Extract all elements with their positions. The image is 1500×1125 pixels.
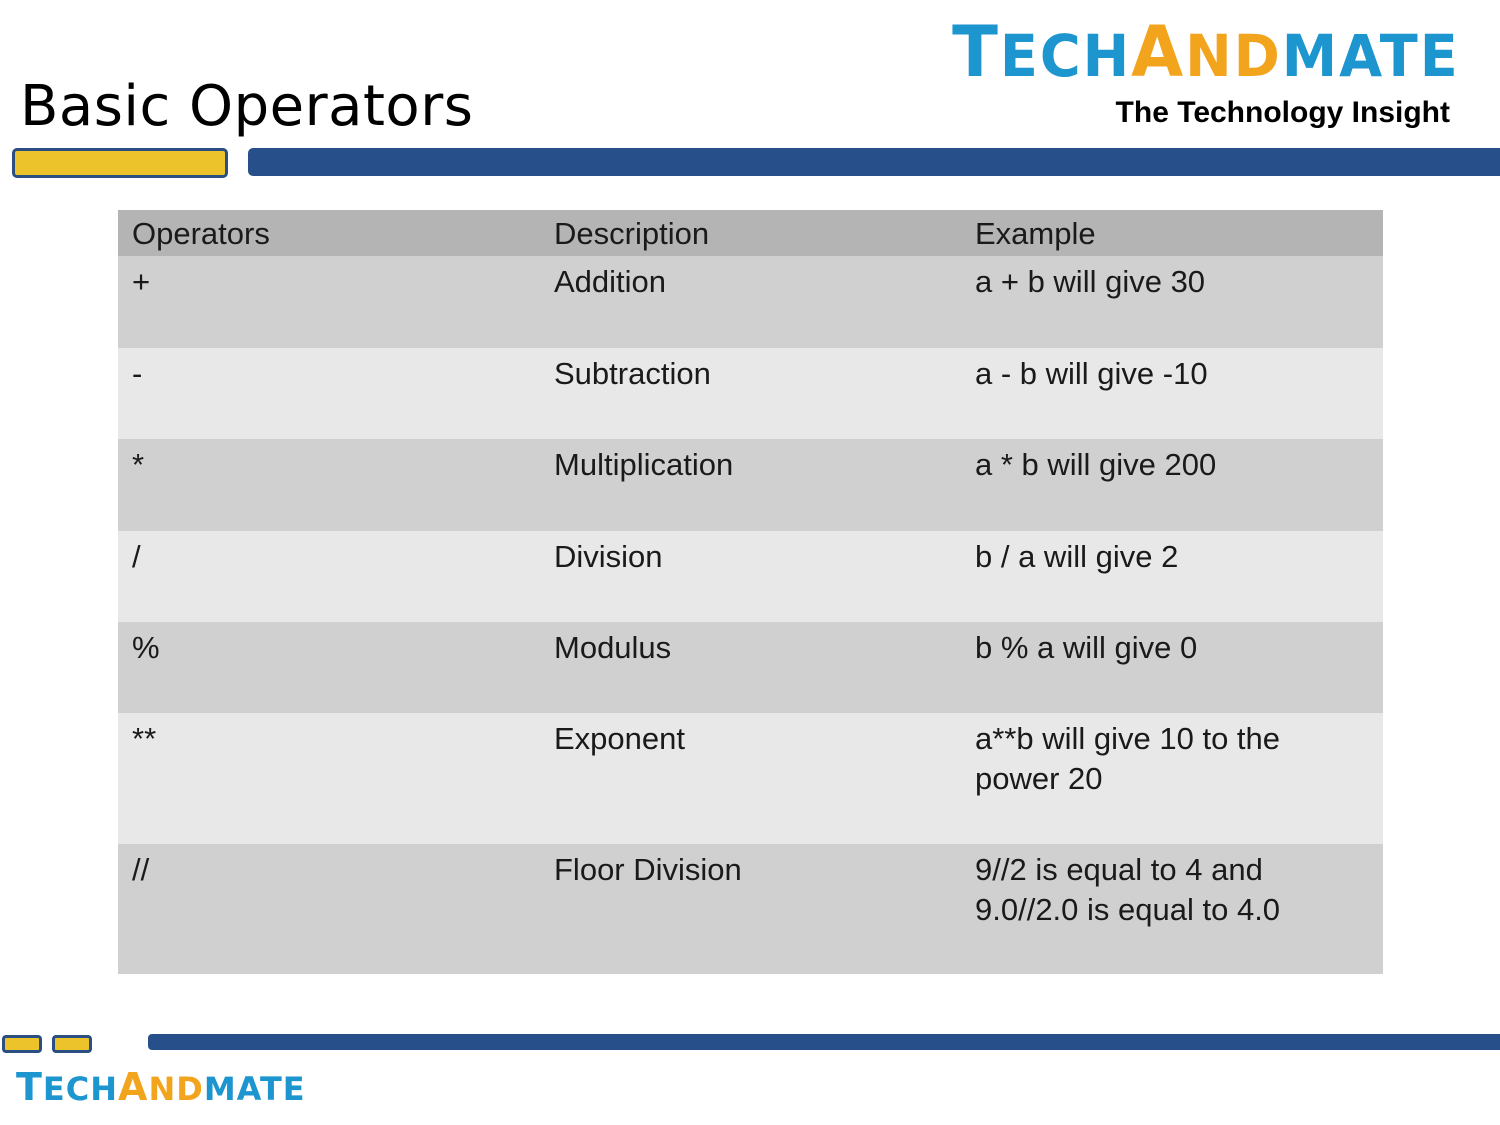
- header-example: Example: [961, 210, 1383, 256]
- logo-mate: MATE: [203, 1070, 306, 1108]
- slide-title: Basic Operators: [20, 74, 474, 139]
- table-row: [118, 713, 1383, 844]
- example-cell: a + b will give 30: [961, 256, 1383, 348]
- footer-accent-yellow-bar: [52, 1035, 92, 1053]
- example-cell: 9//2 is equal to 4 and 9.0//2.0 is equal to 4.0: [961, 844, 1383, 974]
- description-cell: Division: [540, 531, 961, 622]
- header-operators: Operators: [118, 210, 540, 256]
- operator-cell: //: [118, 844, 540, 974]
- table-row: [118, 622, 1383, 713]
- example-cell: a * b will give 200: [961, 439, 1383, 531]
- footer-accent-yellow-bar: [2, 1035, 42, 1053]
- operator-cell: **: [118, 713, 540, 844]
- description-cell: Exponent: [540, 713, 961, 844]
- operators-table: [118, 210, 1383, 974]
- logo-nd: ND: [148, 1070, 204, 1108]
- logo-letter-t: T: [16, 1065, 43, 1109]
- example-cell: a**b will give 10 to the power 20: [961, 713, 1383, 844]
- logo-letter-a: A: [1131, 11, 1186, 93]
- logo-nd: ND: [1185, 22, 1283, 90]
- operator-cell: +: [118, 256, 540, 348]
- operator-cell: /: [118, 531, 540, 622]
- example-cell: b % a will give 0: [961, 622, 1383, 713]
- logo-tagline: The Technology Insight: [1115, 96, 1450, 129]
- table-row: [118, 439, 1383, 531]
- example-cell: b / a will give 2: [961, 531, 1383, 622]
- operator-cell: %: [118, 622, 540, 713]
- table-row: [118, 844, 1383, 974]
- table-row: [118, 256, 1383, 348]
- techandmate-logo: [952, 12, 1460, 96]
- description-cell: Modulus: [540, 622, 961, 713]
- logo-letter-t: T: [952, 11, 1001, 93]
- description-cell: Addition: [540, 256, 961, 348]
- logo-letter-a: A: [118, 1065, 149, 1109]
- footer-accent-blue-bar: [148, 1034, 1500, 1050]
- table-row: [118, 348, 1383, 439]
- header-description: Description: [540, 210, 961, 256]
- logo-ech: ECH: [1000, 22, 1132, 90]
- description-cell: Multiplication: [540, 439, 961, 531]
- logo-ech: ECH: [42, 1070, 119, 1108]
- operator-cell: -: [118, 348, 540, 439]
- description-cell: Floor Division: [540, 844, 961, 974]
- example-cell: a - b will give -10: [961, 348, 1383, 439]
- header-accent-yellow-bar: [12, 148, 228, 178]
- logo-mate: MATE: [1282, 22, 1460, 90]
- header-accent-blue-bar: [248, 148, 1500, 176]
- footer-techandmate-logo: [16, 1064, 306, 1112]
- operator-cell: *: [118, 439, 540, 531]
- table-row: [118, 531, 1383, 622]
- table-header-row: [118, 210, 1383, 256]
- description-cell: Subtraction: [540, 348, 961, 439]
